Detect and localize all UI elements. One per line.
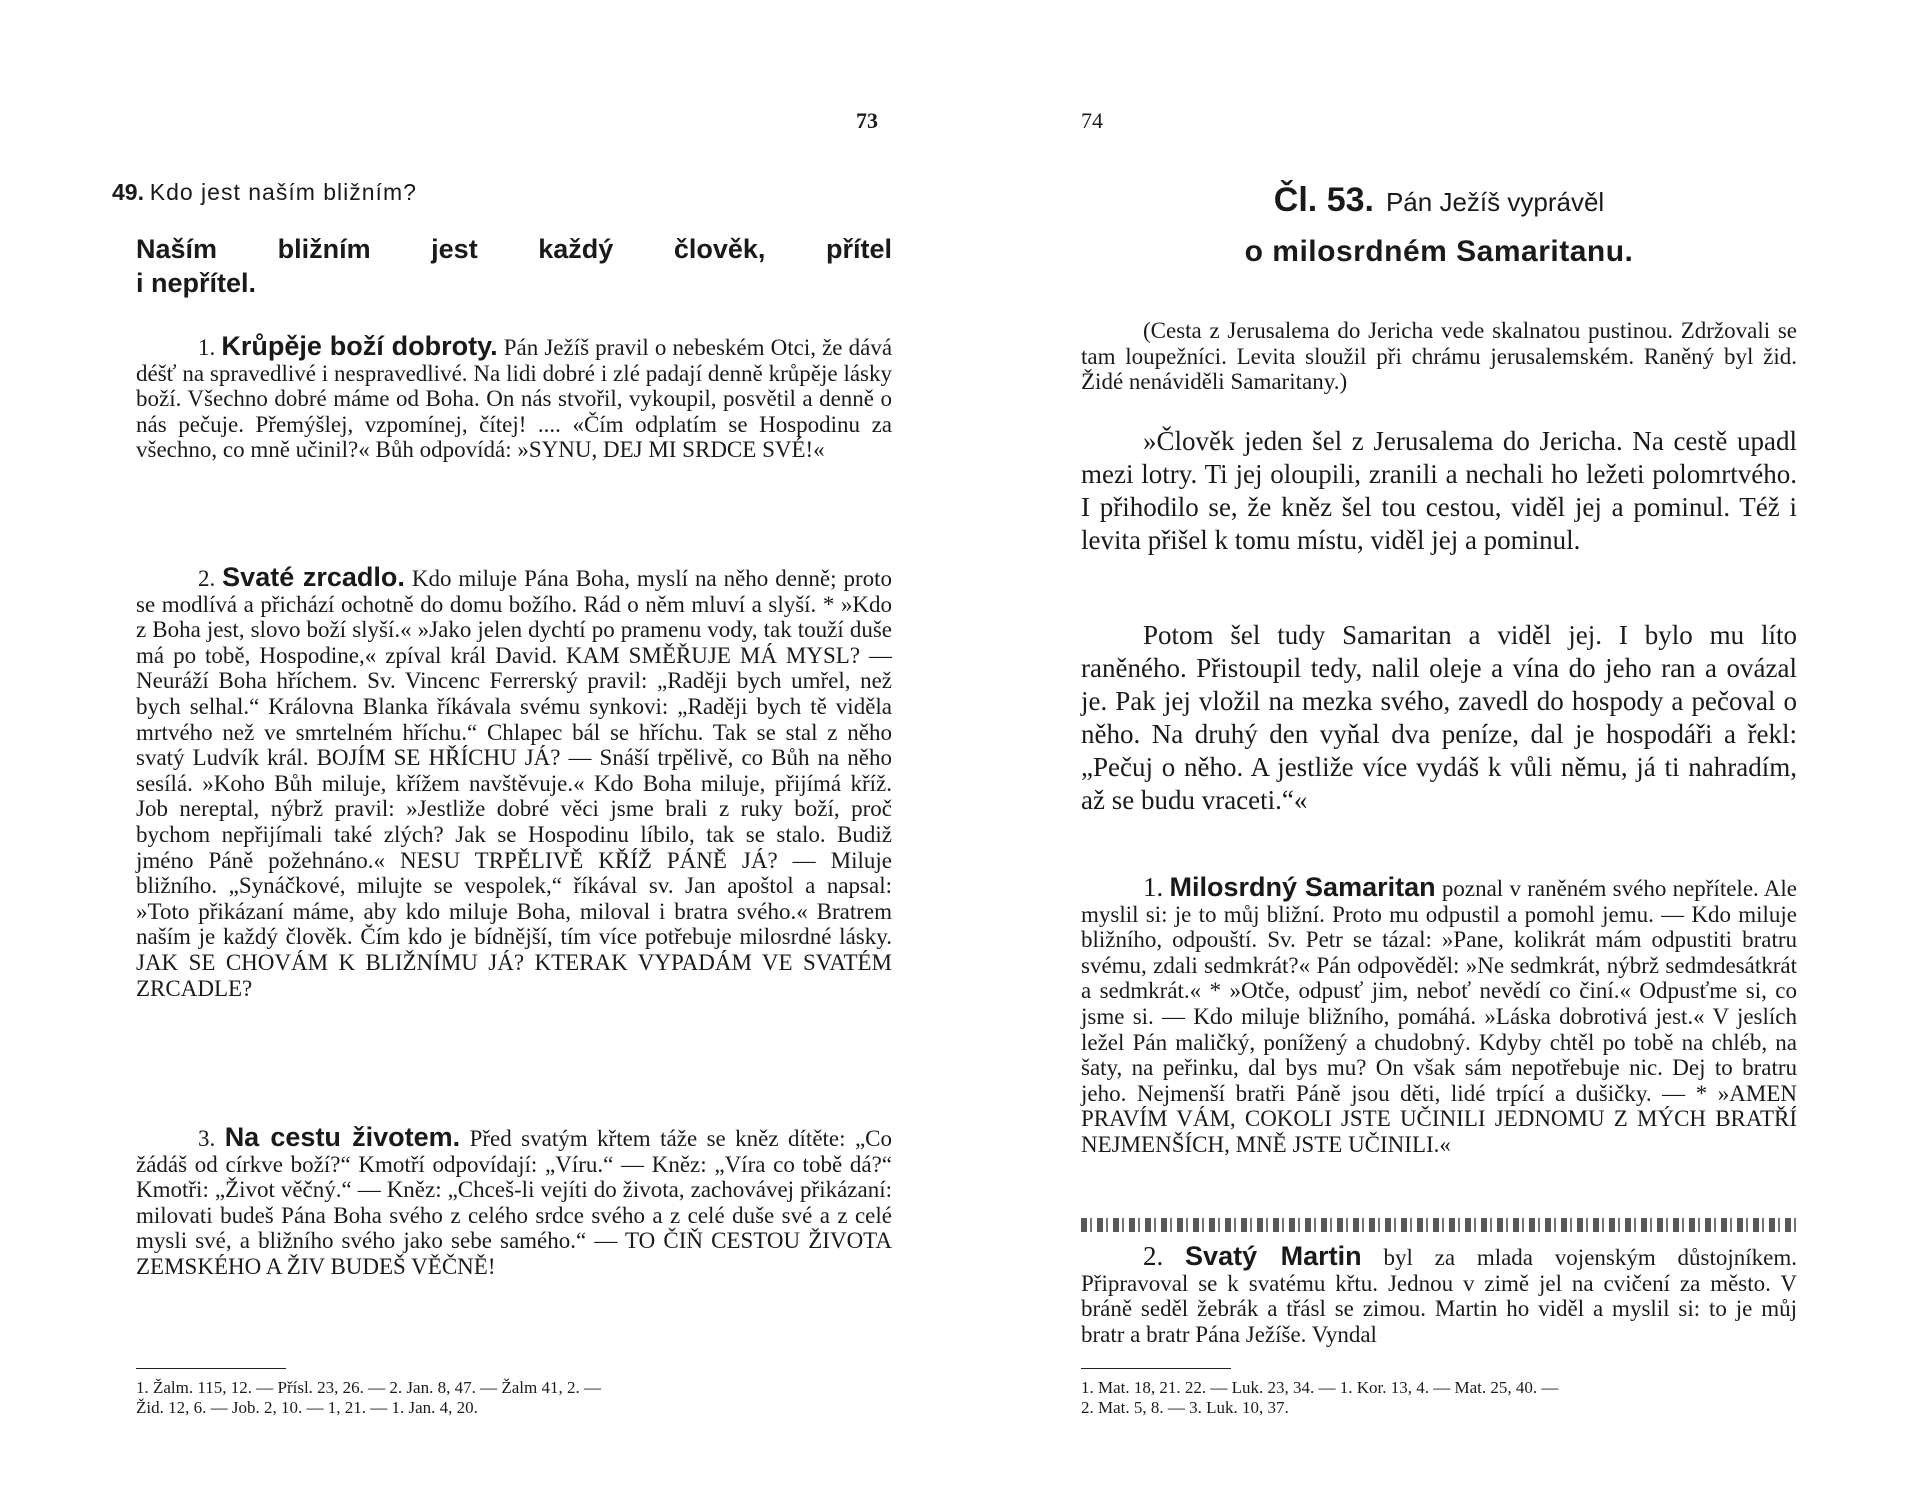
paragraph-2-number: 2. — [1143, 1241, 1164, 1271]
paragraph-3-text: Před svatým křtem táže se kněz dítěte: „Co žádáš od církve boží?“ Kmotří odpovídají: „Víru.“ — Kněz: „Víra co tobě dá?“ Kmotři: „Život věčný.“ — Kněz: „Chceš-li vejíti do života, zachovávej přikázaní: milovati budeš Pána Boha svého z celého srdce svého a z celé duše své a z celé mysli své, a bližního svého jako sebe samého.“ — TO ČIŇ CESTOU ŽIVOTA ZEMSKÉHO A ŽIV BUDEŠ VĚČNĚ! — [136, 1126, 892, 1279]
ornamental-divider — [1081, 1218, 1797, 1232]
paragraph-2 — [136, 562, 892, 1001]
footnote-line-1: 1. Žalm. 115, 12. — Přísl. 23, 26. — 2. Jan. 8, 47. — Žalm 41, 2. — — [136, 1378, 601, 1397]
answer-line-1: Naším bližním jest každý člověk, přítel — [136, 234, 892, 264]
paragraph-1-heading: Milosrdný Samaritan — [1169, 872, 1436, 902]
paragraph-1-text: poznal v raněném svého nepřítele. Ale myslil si: je to můj bližní. Proto mu odpustil a pomohl jemu. — Kdo miluje bližního, odpouští. Sv. Petr se tázal: »Pane, kolikrát mám odpustiti bratru svému, zdali sedmkrát?« Pán odpověděl: »Ne sedmkrát, nýbrž sedmdesátkrát a sedmkrát.« * »Otče, odpusť jim, neboť nevědí co činí.« Odpusťme si, co jsme si. — Kdo miluje bližního, pomáhá. »Láska dobrotivá jest.« V jeslích ležel Pán maličký, ponížený a chudobný. Kdyby chtěl po tobě na chléb, na šaty, na peřinku, dal bys mu? On však sám nepotřebuje nic. Dej to bratru jeho. Nejmenší bratři Páně jsou děti, lidé trpící a dušičky. — * »AMEN PRAVÍM VÁM, COKOLI JSTE UČINILI JEDNOMU Z MÝCH BRATŘÍ NEJMENŠÍCH, MNĚ JSTE UČINILI.« — [1081, 876, 1797, 1157]
right-page — [961, 0, 1922, 1500]
chapter-subtitle: o milosrdném Samaritanu. — [1244, 235, 1634, 268]
paragraph-1 — [1081, 872, 1797, 1158]
paragraph-2 — [1081, 1241, 1798, 1347]
paragraph-2-text: Kdo miluje Pána Boha, myslí na něho denně; proto se modlívá a přichází ochotně do domu božího. Rád o něm mluví a slyší. * »Kdo z Boha jest, slovo boží slyší.« »Jako jelen dychtí po pramenu vody, tak touží duše má po tobě, Hospodine,« zpíval král David. KAM SMĚŘUJE MÁ MYSL? — Neuráží Boha hříchem. Sv. Vincenc Ferrerský pravil: „Raději bych umřel, než bych selhal.“ Královna Blanka říkávala svému synkovi: „Raději bych tě viděla mrtvého než ve smrtelném hříchu.“ Chlapec bál se hříchu. Tak se stal z něho svatý Ludvík král. BOJÍM SE HŘÍCHU JÁ? — Snáší trpělivě, co Bůh na něho sesílá. »Koho Bůh miluje, křížem navštěvuje.« Kdo Boha miluje, přijímá kříž. Job nereptal, nýbrž pravil: »Jestliže dobré věci jsme brali z ruky boží, proč bychom nepřijímali také zlých? Jak se Hospodinu líbilo, tak se stalo. Budiž jméno Páně požehnáno.« NESU TRPĚLIVĚ KŘÍŽ PÁNĚ JÁ? — Miluje bližního. „Synáčkové, milujte se vespolek,“ říkával sv. Jan apoštol a napsal: »Toto přikázaní máme, aby kdo miluje Boha, miloval i bratra svého.« Bratrem naším je každý člověk. Čím kdo je bídnější, tím více potřebuje milosrdné lásky. JAK SE CHOVÁM K BLIŽNÍMU JÁ? KTERAK VYPADÁM VE SVATÉM ZRCADLE? — [136, 566, 892, 1001]
paragraph-2-text: byl za mlada vojenským důstojníkem. Připravoval se k svatému křtu. Jednou v zimě jel na cvičení za město. V bráně seděl žebrák a třásl se zimou. Martin ho viděl a myslil si: to je můj bratr a bratr Pána Ježíše. Vyndal — [1081, 1245, 1798, 1347]
paragraph-1-heading: Krůpěje boží dobroty. — [221, 331, 498, 361]
paragraph-3-number: 3. — [198, 1126, 216, 1151]
question-number: 49. — [112, 179, 144, 205]
footnote-line-2: Žid. 12, 6. — Job. 2, 10. — 1, 21. — 1. Jan. 4, 20. — [136, 1398, 478, 1417]
paragraph-2-heading: Svaté zrcadlo. — [222, 562, 405, 592]
chapter-label: Čl. 53. — [1273, 181, 1374, 219]
story-paragraph-2: Potom šel tudy Samaritan a viděl jej. I bylo mu líto raněného. Přistoupil tedy, nalil oleje a vína do jeho ran a ovázal je. Pak jej vložil na mezka svého, zavedl do hospody a pečoval o něho. Na druhý den vyňal dva peníze, dal je hospodáři a řekl: „Pečuj o něho. A jestliže více vydáš k vůli němu, já ti nahradím, až se budu vraceti.“« — [1081, 620, 1797, 815]
footnotes — [136, 1378, 892, 1418]
intro-note: (Cesta z Jerusalema do Jericha vede skalnatou pustinou. Zdržovali se tam loupežníci. Levita sloužil při chrámu jerusalemském. Raněný byl žid. Židé nenáviděli Samaritany.) — [1081, 318, 1797, 395]
footnote-line-2: 2. Mat. 5, 8. — 3. Luk. 10, 37. — [1081, 1398, 1289, 1417]
paragraph-1-number: 1. — [198, 335, 216, 360]
paragraph-3 — [136, 1122, 892, 1280]
question-block — [112, 180, 892, 206]
footnotes — [1081, 1378, 1797, 1418]
paragraph-2-heading: Svatý Martin — [1185, 1241, 1362, 1271]
page-number: 73 — [856, 108, 878, 133]
footnote-rule — [1081, 1368, 1231, 1369]
chapter-heading — [1081, 178, 1797, 275]
paragraph-1 — [136, 331, 893, 463]
answer-line-2: i nepřítel. — [136, 268, 257, 298]
story-paragraph-1: »Člověk jeden šel z Jerusalema do Jericha. Na cestě upadl mezi lotry. Ti jej oloupili, zranili a nechali ho ležeti polomrtvého. I přihodilo se, že kněz šel tou cestou, viděl jej a pominul. Též i levita přišel k tomu místu, viděl jej a pominul. — [1081, 426, 1797, 555]
answer-block — [136, 232, 892, 300]
paragraph-2-number: 2. — [198, 566, 216, 591]
page-number: 74 — [1081, 108, 1103, 133]
paragraph-3-heading: Na cestu životem. — [224, 1122, 461, 1152]
question-text: Kdo jest naším bližním? — [149, 179, 417, 205]
chapter-title: Pán Ježíš vyprávěl — [1385, 187, 1605, 217]
paragraph-1-text: Pán Ježíš pravil o nebeském Otci, že dává déšť na spravedlivé i nespravedlivé. Na lidi dobré i zlé padají denně krůpěje lásky boží. Všechno dobré máme od Boha. On nás stvořil, vykoupil, posvětil a denně o nás pečuje. Přemýšlej, vzpomínej, čítej! .... «Čím odplatím se Hospodinu za všechno, co mně učinil?« Bůh odpovídá: »SYNU, DEJ MI SRDCE SVÉ!« — [136, 335, 893, 463]
footnote-line-1: 1. Mat. 18, 21. 22. — Luk. 23, 34. — 1. Kor. 13, 4. — Mat. 25, 40. — — [1081, 1378, 1559, 1397]
paragraph-1-number: 1. — [1143, 872, 1164, 902]
footnote-rule — [136, 1368, 286, 1369]
